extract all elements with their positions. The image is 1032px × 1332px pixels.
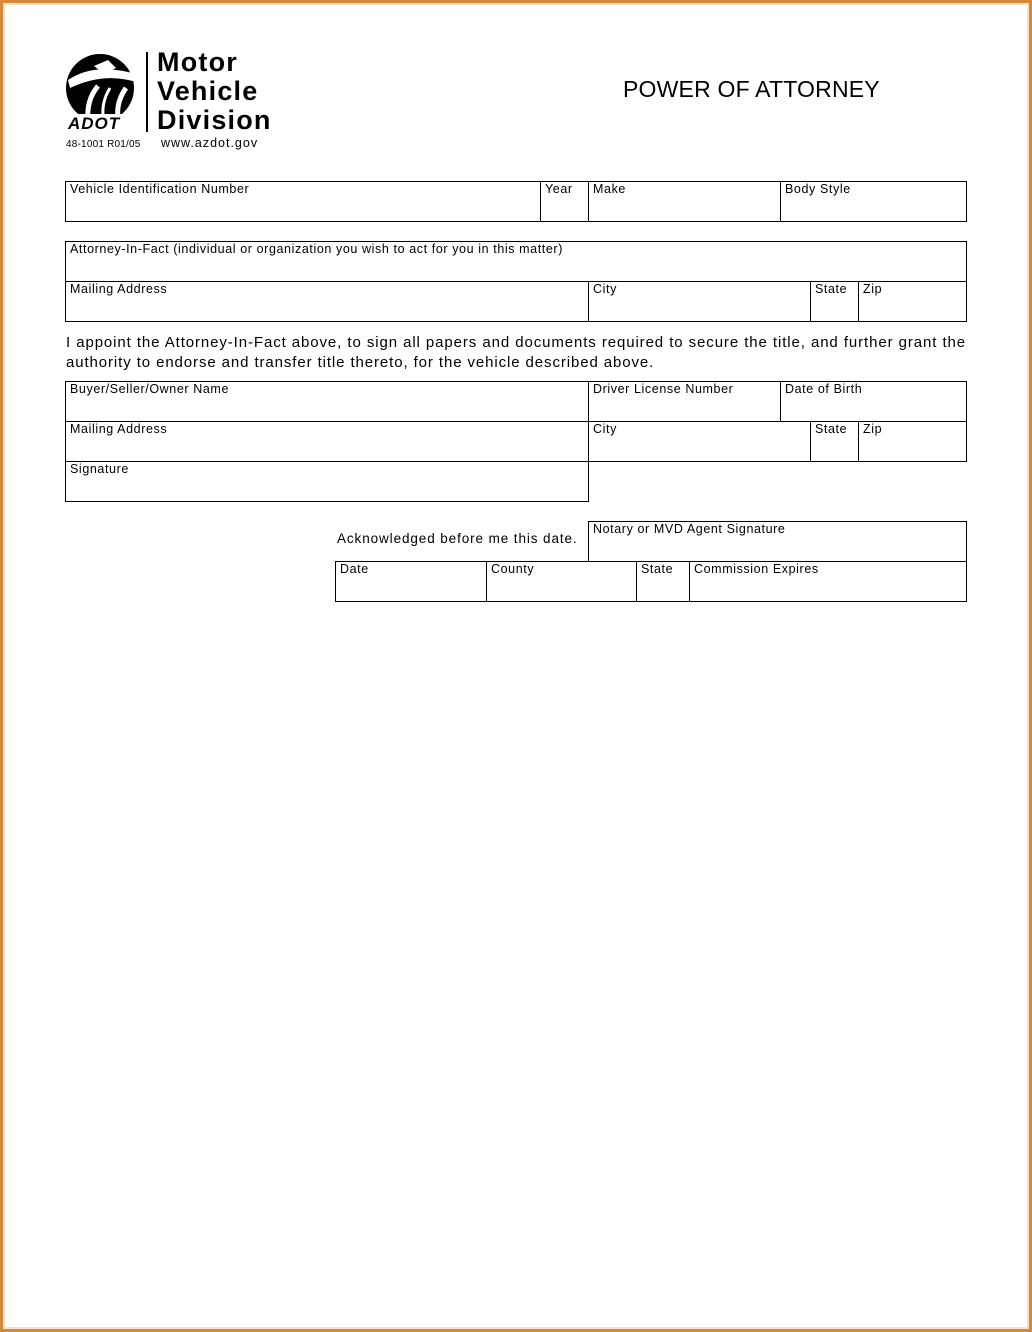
brand-line-vehicle: Vehicle: [157, 76, 259, 106]
attorney-state-cell: [810, 281, 859, 322]
owner-address-cell: [65, 421, 589, 462]
body-style-cell: [780, 181, 967, 222]
attorney-state-input[interactable]: [815, 299, 854, 319]
make-input[interactable]: [593, 199, 776, 219]
page-title: POWER OF ATTORNEY: [623, 76, 880, 102]
form-number: 48-1001 R01/05: [66, 139, 141, 150]
body-style-label: Body Style: [785, 182, 851, 196]
attorney-name-input[interactable]: [70, 259, 962, 279]
owner-state-cell: [810, 421, 859, 462]
adot-logo-text: ADOT: [68, 114, 121, 133]
attorney-state-label: State: [815, 282, 848, 296]
attorney-city-label: City: [593, 282, 617, 296]
attorney-zip-input[interactable]: [863, 299, 962, 319]
notary-county-input[interactable]: [491, 579, 632, 599]
date-of-birth-label: Date of Birth: [785, 382, 863, 396]
owner-city-cell: [588, 421, 811, 462]
year-cell: [540, 181, 589, 222]
commission-expires-cell: [689, 561, 967, 602]
owner-zip-cell: [858, 421, 967, 462]
owner-city-label: City: [593, 422, 617, 436]
attorney-zip-label: Zip: [863, 282, 883, 296]
notary-state-cell: [636, 561, 690, 602]
website-link[interactable]: www.azdot.gov: [161, 136, 259, 150]
notary-signature-cell: [588, 521, 967, 562]
notary-date-input[interactable]: [340, 579, 482, 599]
date-of-birth-cell: [780, 381, 967, 422]
logo-divider: [146, 52, 148, 132]
notary-date-label: Date: [340, 562, 369, 576]
appointment-statement: I appoint the Attorney-In-Fact above, to sign all papers and documents required to secure the title, and further grant the authority to endorse and transfer title thereto, for the vehicle described above.: [66, 334, 966, 371]
attorney-address-input[interactable]: [70, 299, 584, 319]
commission-expires-label: Commission Expires: [694, 562, 819, 576]
attorney-address-cell: [65, 281, 589, 322]
acknowledged-text: Acknowledged before me this date.: [337, 531, 578, 546]
attorney-name-cell: [65, 241, 967, 282]
notary-state-label: State: [641, 562, 674, 576]
notary-signature-input[interactable]: [593, 539, 962, 559]
license-number-cell: [588, 381, 781, 422]
notary-county-cell: [486, 561, 637, 602]
owner-city-input[interactable]: [593, 439, 806, 459]
owner-signature-label: Signature: [70, 462, 129, 476]
attorney-city-input[interactable]: [593, 299, 806, 319]
attorney-name-label: Attorney-In-Fact (individual or organization you wish to act for you in this matter): [70, 242, 563, 256]
attorney-zip-cell: [858, 281, 967, 322]
owner-name-label: Buyer/Seller/Owner Name: [70, 382, 229, 396]
body-style-input[interactable]: [785, 199, 962, 219]
owner-address-input[interactable]: [70, 439, 584, 459]
attorney-city-cell: [588, 281, 811, 322]
vin-input[interactable]: [70, 199, 536, 219]
owner-name-input[interactable]: [70, 399, 584, 419]
attorney-address-label: Mailing Address: [70, 282, 168, 296]
make-cell: [588, 181, 781, 222]
commission-expires-input[interactable]: [694, 579, 962, 599]
year-input[interactable]: [545, 199, 584, 219]
make-label: Make: [593, 182, 626, 196]
notary-state-input[interactable]: [641, 579, 685, 599]
owner-zip-label: Zip: [863, 422, 883, 436]
owner-state-label: State: [815, 422, 848, 436]
notary-county-label: County: [491, 562, 535, 576]
vin-cell: [65, 181, 541, 222]
owner-signature-input[interactable]: [70, 479, 584, 499]
owner-address-label: Mailing Address: [70, 422, 168, 436]
notary-signature-label: Notary or MVD Agent Signature: [593, 522, 786, 536]
adot-logo: [64, 52, 140, 134]
date-of-birth-input[interactable]: [785, 399, 962, 419]
year-label: Year: [545, 182, 573, 196]
vin-label: Vehicle Identification Number: [70, 182, 250, 196]
owner-state-input[interactable]: [815, 439, 854, 459]
owner-zip-input[interactable]: [863, 439, 962, 459]
license-number-label: Driver License Number: [593, 382, 734, 396]
owner-signature-cell: [65, 461, 589, 502]
brand-line-division: Division: [157, 105, 272, 135]
brand-line-motor: Motor: [157, 47, 238, 77]
owner-name-cell: [65, 381, 589, 422]
license-number-input[interactable]: [593, 399, 776, 419]
notary-date-cell: [335, 561, 487, 602]
